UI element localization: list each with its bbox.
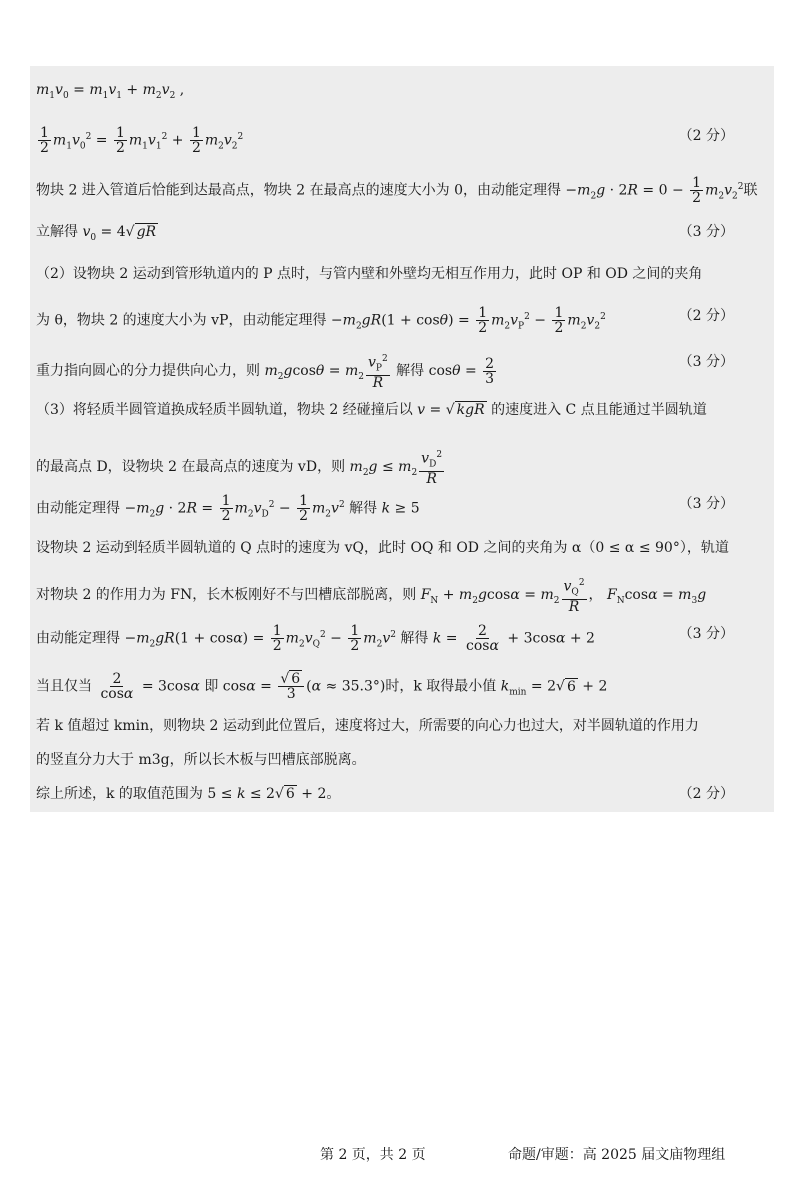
text-span: 即 xyxy=(204,678,219,695)
score-label: （3 分） xyxy=(678,626,734,642)
text-span: 解得 xyxy=(349,500,378,517)
text-span: 联 xyxy=(743,182,758,199)
solution-panel xyxy=(30,66,774,812)
text-span: 当且仅当 xyxy=(36,678,92,695)
score-label: （3 分） xyxy=(678,354,734,370)
author-credit: 命题/审题：高 2025 届文庙物理组 xyxy=(508,1147,726,1163)
page-number: 第 2 页，共 2 页 xyxy=(320,1147,426,1163)
text-line: 对物块 2 的作用力为 FN，长木板刚好不与凹槽底部脱离，则 $F_N + m_2gcos\alpha = m_2$ $\frac{v_Q^2}{R}$ ， $F_N\cos\alpha = m_3g$ xyxy=(36,578,707,616)
text-line xyxy=(36,716,754,736)
equation-energy: $\frac{1}{2}$ $m_1v_0^2$ = $\frac{1}{2}$ $m_1v_1^2$ + $\frac{1}{2}$ $m_2v_2^2$ （2 分） xyxy=(40,125,734,156)
text-span: 重力指向圆心的分力提供向心力，则 xyxy=(36,363,260,380)
score-label: （3 分） xyxy=(678,224,734,240)
text-line xyxy=(36,264,754,284)
text-line: （3）将轻质半圆管道换成轻质半圆轨道，物块 2 经碰撞后以 v = √ kgR 的速度进入 C 点且能通过半圆轨道 xyxy=(36,402,707,418)
text-span: 时，k 取得最小值 xyxy=(385,678,497,695)
text-span: 综上所述，k 的取值范围为 xyxy=(36,786,203,802)
text-line xyxy=(36,538,754,558)
text-span: 为 θ，物块 2 的速度大小为 vP，由动能定理得 xyxy=(36,312,327,329)
text-line: 立解得 $v_0 = 4√$ gR （3 分） xyxy=(36,224,734,243)
score-label: （2 分） xyxy=(678,786,734,802)
text-span: 立解得 xyxy=(36,224,78,240)
text-line: 为 θ，物块 2 的速度大小为 vP，由动能定理得 $-m_2gR(1 + \cos\theta)$ = $\frac{1}{2}$ $m_2v_P^2$ − $\frac{1}{2}$ $m_2v_2^2$ （2 分） xyxy=(36,305,734,336)
text-span: （2）设物块 2 运动到管形轨道内的 P 点时，与管内壁和外壁均无相互作用力，此时 OP 和 OD 之间的夹角 xyxy=(36,266,703,282)
text-span: 。 xyxy=(326,786,341,802)
text-line: 的最高点 D，设物块 2 在最高点的速度为 vD，则 $m_2g \le m_2$ $\frac{v_D^2}{R}$ xyxy=(36,450,443,488)
score-label: （3 分） xyxy=(678,496,734,512)
equation-momentum: $m_1v_0 = m_1v_1 + m_2v_2$ , xyxy=(36,82,185,101)
text-span: 解得 xyxy=(396,363,425,380)
text-span: 物块 2 进入管道后恰能到达最高点，物块 2 在最高点的速度大小为 0，由动能定理得 xyxy=(36,182,561,199)
text-span: 由动能定理得 xyxy=(36,630,120,647)
text-line: 物块 2 进入管道后恰能到达最高点，物块 2 在最高点的速度大小为 0，由动能定理得 $-m_2g \cdot 2R = 0$ − $\frac{1}{2}$ $m_2v_2^2$联 xyxy=(36,175,758,206)
text-span: （3）将轻质半圆管道换成轻质半圆轨道，物块 2 经碰撞后以 xyxy=(36,402,413,418)
text-line: 重力指向圆心的分力提供向心力，则 $m_2gcos\theta = m_2$ $\frac{v_P^2}{R}$ 解得 cosθ = $\frac{2}{3}$ （3 分） xyxy=(36,354,734,392)
text-line: 由动能定理得 $-m_2g \cdot 2R$ = $\frac{1}{2}$ $m_2v_D^2$ − $\frac{1}{2}$ $m_2v^2$ 解得 k ≥ 5 （3 分） xyxy=(36,493,734,524)
text-line: 综上所述，k 的取值范围为 5 ≤ k ≤ 2√ 6 + 2。 （2 分） xyxy=(36,786,734,802)
text-span: 的速度进入 C 点且能通过半圆轨道 xyxy=(491,402,707,418)
text-line: 当且仅当 $\frac{2}{\cos\alpha}$ = 3cosα 即 cosα = $\frac{√ 6}{3}$ (α ≈ 35.3°)时，k 取得最小值 $k_{min} = 2√$ 6 + 2 xyxy=(36,671,608,702)
text-line xyxy=(36,750,754,770)
score-label: （2 分） xyxy=(678,128,734,144)
text-span: 由动能定理得 xyxy=(36,500,120,517)
text-span: 的竖直分力大于 m3g，所以长木板与凹槽底部脱离。 xyxy=(36,752,366,768)
text-span: 对物块 2 的作用力为 FN，长木板刚好不与凹槽底部脱离，则 xyxy=(36,587,417,604)
text-span: 的最高点 D，设物块 2 在最高点的速度为 vD，则 xyxy=(36,459,346,476)
score-label: （2 分） xyxy=(678,308,734,324)
text-line: 由动能定理得 $-m_2gR(1 + \cos\alpha)$ = $\frac{1}{2}$ $m_2v_Q^2$ − $\frac{1}{2}$ $m_2v^2$ 解得 k = $\frac{2}{\cos\alpha}$ + 3cosα + 2 （3 分） xyxy=(36,623,734,654)
text-span: 设物块 2 运动到轻质半圆轨道的 Q 点时的速度为 vQ，此时 OQ 和 OD 之间的夹角为 α（0 ≤ α ≤ 90°），轨道 xyxy=(36,540,729,556)
text-span: 解得 xyxy=(400,630,429,647)
text-span: 若 k 值超过 kmin，则物块 2 运动到此位置后，速度将过大，所需要的向心力也过大，对半圆轨道的作用力 xyxy=(36,718,699,734)
